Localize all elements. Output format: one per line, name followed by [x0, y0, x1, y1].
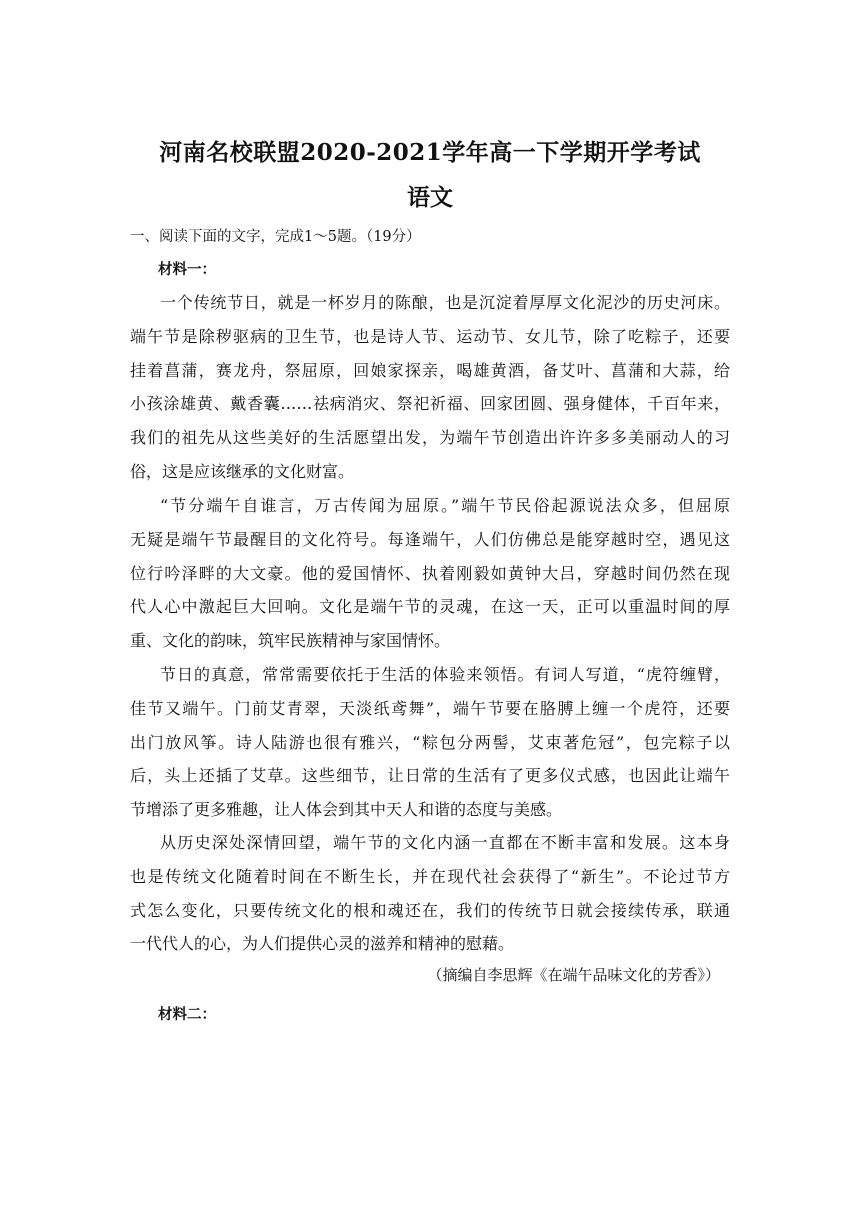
text-line: 从历史深处深情回望，端午节的文化内涵一直都在不断丰富和发展。这本身 [160, 833, 730, 852]
paragraph-1 [130, 286, 730, 489]
text-line: 位行吟泽畔的大文豪。他的爱国情怀、执着刚毅如黄钟大吕，穿越时间仍然在现 [130, 563, 730, 583]
material-2-label: 材料二： [158, 1007, 216, 1023]
text-line: 也是传统文化随着时间在不断生长，并在现代社会获得了“新生”。不论过节方 [130, 866, 730, 886]
text-line: 节日的真意，常常需要依托于生活的体验来领悟。有词人写道，“虎符缠臂， [160, 665, 730, 684]
paragraph-4 [130, 826, 730, 961]
text-line: 端午节是除秽驱病的卫生节，也是诗人节、运动节、女儿节，除了吃粽子，还要 [130, 326, 730, 346]
material-1-label: 材料一： [158, 262, 216, 278]
exam-title: 河南名校联盟2020-2021学年高一下学期开学考试 [159, 139, 701, 166]
text-line: 佳节又端午。门前艾青翠，天淡纸鸢舞”，端午节要在胳膊上缠一个虎符，还要 [130, 698, 730, 718]
text-line: 小孩涂雄黄、戴香囊……祛病消灾、祭祀祈福、回家团圆、强身健体，千百年来， [130, 394, 730, 414]
text-line: 一代代人的心，为人们提供心灵的滋养和精神的慰藉。 [130, 934, 515, 954]
text-line: 挂着菖蒲，赛龙舟，祭屈原，回娘家探亲，喝雄黄酒，备艾叶、菖蒲和大蒜，给 [130, 360, 730, 380]
text-line: 式怎么变化，只要传统文化的根和魂还在，我们的传统节日就会接续传承，联通 [130, 900, 730, 920]
text-line: 代人心中激起巨大回响。文化是端午节的灵魂，在这一天，正可以重温时间的厚 [130, 597, 730, 617]
question-instruction: 一、阅读下面的文字，完成1～5题。（19分） [130, 229, 421, 245]
text-line: 节增添了更多雅趣，让人体会到其中天人和谐的态度与美感。 [130, 800, 563, 820]
text-line: 出门放风筝。诗人陆游也很有雅兴，“粽包分两髻，艾束著危冠”，包完粽子以 [130, 732, 730, 752]
text-line: 一个传统节日，就是一杯岁月的陈酿，也是沉淀着厚厚文化泥沙的历史河床。 [160, 293, 730, 312]
paragraph-3 [130, 658, 730, 827]
text-line: 无疑是端午节最醒目的文化符号。每逢端午，人们仿佛总是能穿越时空，遇见这 [130, 529, 730, 549]
text-line: 我们的祖先从这些美好的生活愿望出发，为端午节创造出许许多多美丽动人的习 [130, 428, 730, 448]
text-line: 后，头上还插了艾草。这些细节，让日常的生活有了更多仪式感，也因此让端午 [130, 766, 730, 786]
source-citation: （摘编自李思辉《在端午品味文化的芳香》） [427, 966, 720, 984]
text-line: 俗，这是应该继承的文化财富。 [130, 461, 355, 481]
paragraph-2 [130, 489, 730, 658]
text-line: 重、文化的韵味，筑牢民族精神与家国情怀。 [130, 631, 451, 651]
text-line: “节分端午自谁言，万古传闻为屈原。”端午节民俗起源说法众多，但屈原 [160, 496, 730, 515]
subject-heading: 语文 [407, 184, 453, 211]
